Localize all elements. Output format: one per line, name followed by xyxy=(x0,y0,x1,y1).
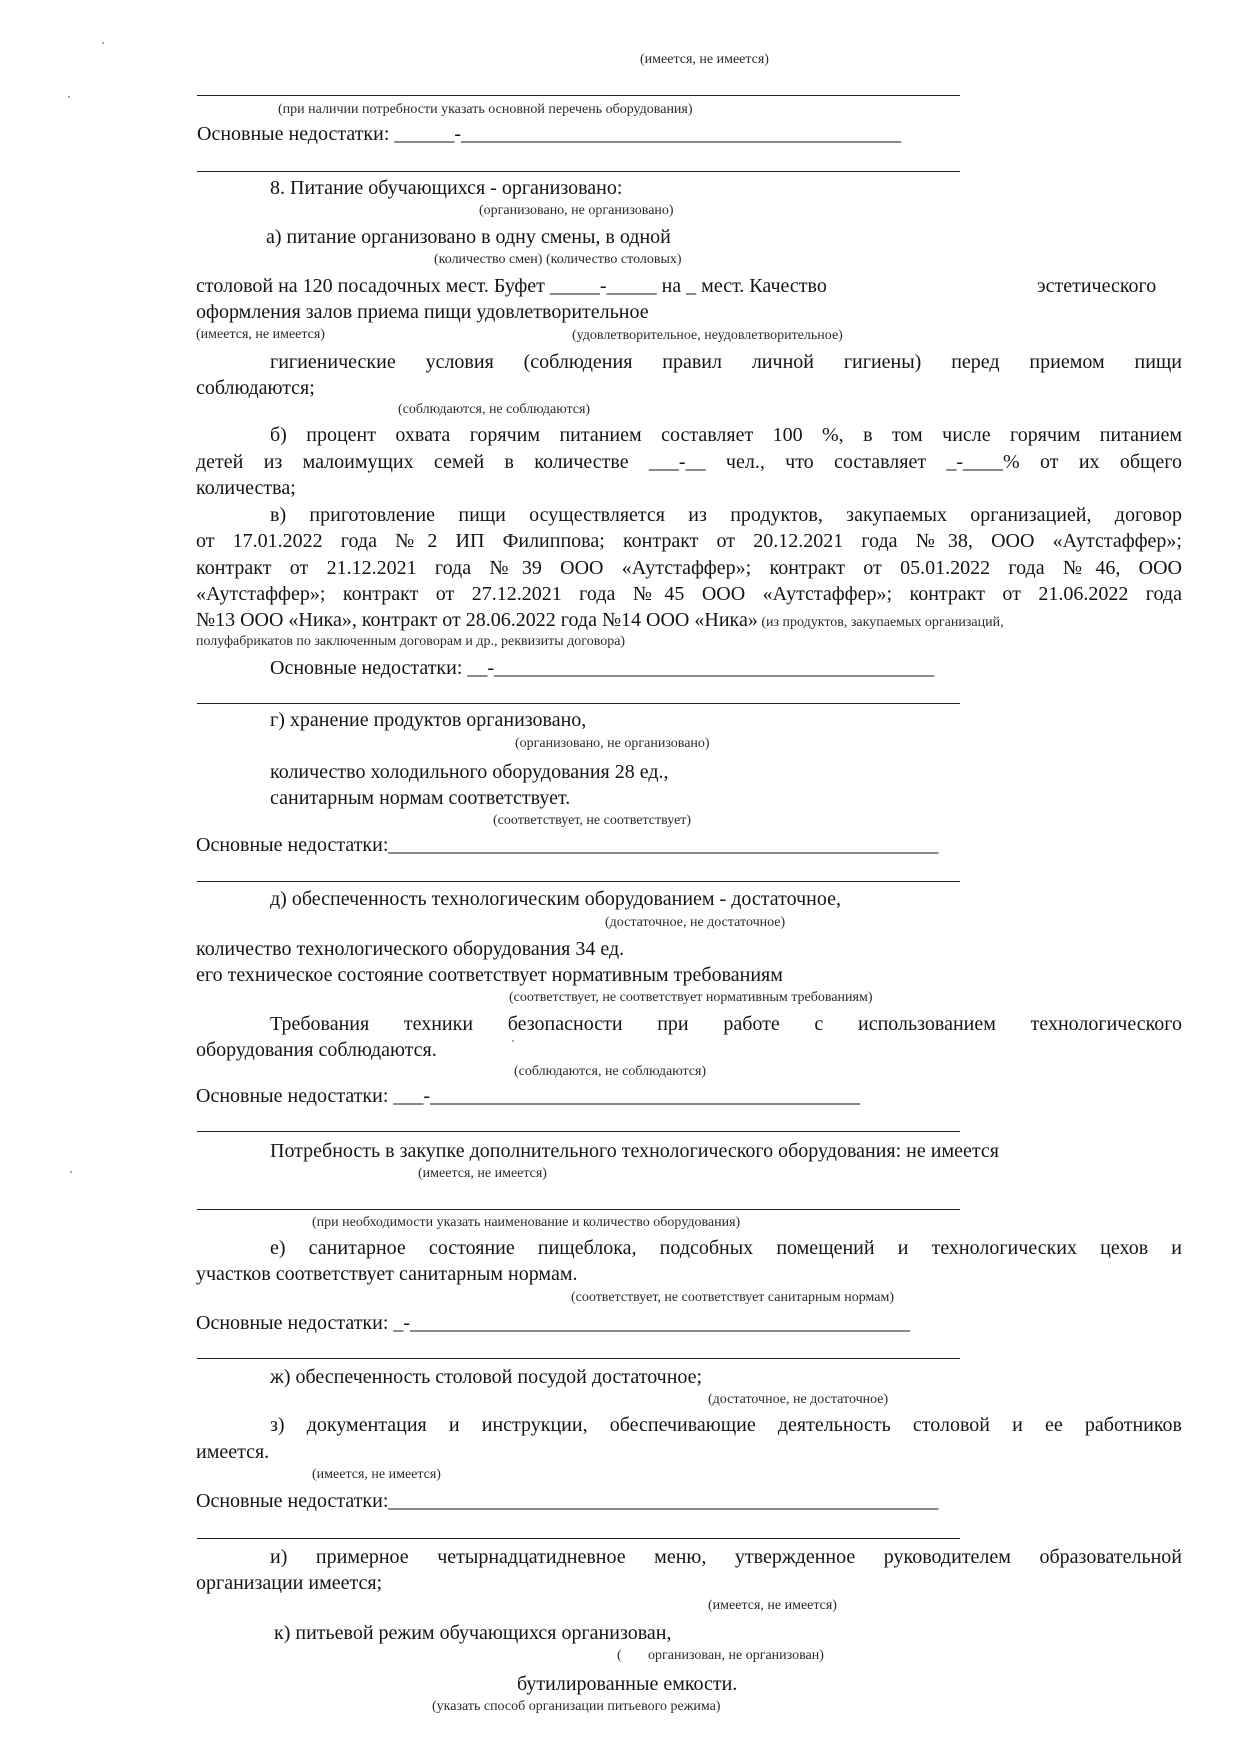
blank-line xyxy=(197,1131,960,1132)
item-v-line-6-hint: полуфабрикатов по заключенным договорам и др., реквизиты договора) xyxy=(196,634,626,649)
item-k: к) питьевой режим обучающихся организован, xyxy=(274,1622,672,1644)
item-g: г) хранение продуктов организовано, xyxy=(270,709,587,731)
item-zh: ж) обеспеченность столовой посудой достаточное; xyxy=(270,1366,703,1388)
hint-available-4: (имеется, не имеется) xyxy=(312,1467,441,1482)
deficiencies-line-1: Основные недостатки: ______-____________________________________________ xyxy=(197,123,902,145)
deficiencies-line-4: Основные недостатки: ___-___________________________________________ xyxy=(196,1085,861,1107)
hint-available-3: (имеется, не имеется) xyxy=(418,1166,547,1181)
item-v-line-2: от 17.01.2022 года №2 ИП Филиппова; контракт от 20.12.2021 года №38, ООО «Аутстаффер»; xyxy=(196,530,1182,552)
item-v-line-5 xyxy=(196,608,1004,635)
hall-design-line: оформления залов приема пищи удовлетворительное xyxy=(196,301,649,323)
deficiencies-line-3: Основные недостатки:_______________________________________________________ xyxy=(196,834,939,856)
hint-complies-norms: (соответствует, не соответствует нормативным требованиям) xyxy=(509,990,873,1005)
tech-count-line: количество технологического оборудования 34 ед. xyxy=(196,938,625,960)
hint-shifts: (количество смен) (количество столовых) xyxy=(434,252,682,267)
item-b-line-2: детей из малоимущих семей в количестве ___-__ чел., что составляет _-____% от их общего xyxy=(196,451,1182,473)
canteen-line: столовой на 120 посадочных мест. Буфет _____-_____ на _ мест. Качество xyxy=(196,275,827,297)
item-z-line-2: имеется. xyxy=(196,1441,270,1463)
item-b-line-3: количества; xyxy=(196,477,296,499)
hint-available-2: (имеется, не имеется) xyxy=(196,327,325,342)
blank-line xyxy=(197,703,960,704)
item-a: а) питание организовано в одну смены, в одной xyxy=(266,226,671,248)
item-v-line-5-main: №13 ООО «Ника», контракт от 28.06.2022 года №14 ООО «Ника» xyxy=(196,609,758,631)
hint-available-5: (имеется, не имеется) xyxy=(708,1598,837,1613)
scan-speck xyxy=(68,96,70,98)
sanitary-norms-line: санитарным нормам соответствует. xyxy=(270,787,571,809)
deficiencies-line-2: Основные недостатки: __-____________________________________________ xyxy=(270,657,935,679)
hint-equipment-list: (при наличии потребности указать основной перечень оборудования) xyxy=(278,102,693,117)
fridge-count-line: количество холодильного оборудования 28 ед., xyxy=(270,761,669,783)
item-v-line-4: «Аутстаффер»; контракт от 27.12.2021 года №45 ООО «Аутстаффер»; контракт от 21.06.2022 года xyxy=(196,583,1182,605)
hint-organized-2: (организовано, не организовано) xyxy=(515,736,710,751)
item-e-line-1: е) санитарное состояние пищеблока, подсобных помещений и технологических цехов и xyxy=(270,1237,1182,1259)
hygiene-line-1: гигиенические условия (соблюдения правил личной гигиены) перед приемом пищи xyxy=(270,351,1182,373)
blank-line xyxy=(197,1538,960,1539)
scan-speck xyxy=(70,1171,72,1173)
item-e-line-2: участков соответствует санитарным нормам. xyxy=(196,1263,578,1285)
item-v-line-1: в) приготовление пищи осуществляется из продуктов, закупаемых организацией, договор xyxy=(270,504,1182,526)
item-d: д) обеспеченность технологическим оборудованием - достаточное, xyxy=(270,888,841,910)
item-v-line-3: контракт от 21.12.2021 года №39 ООО «Аутстаффер»; контракт от 05.01.2022 года №46, ООО xyxy=(196,557,1182,579)
hint-complies-1: (соответствует, не соответствует) xyxy=(493,813,692,828)
hint-available-top: (имеется, не имеется) xyxy=(640,52,769,67)
bottled-line: бутилированные емкости. xyxy=(517,1673,738,1695)
item-v-line-5-hint: (из продуктов, закупаемых организаций, xyxy=(757,615,1004,630)
hygiene-line-2: соблюдаются; xyxy=(196,377,315,399)
hint-observed-2: (соблюдаются, не соблюдаются) xyxy=(514,1064,707,1079)
need-purchase-line: Потребность в закупке дополнительного технологического оборудования: не имеется xyxy=(270,1140,999,1162)
hint-drinking-mode: (указать способ организации питьевого режима) xyxy=(432,1699,721,1714)
scan-speck xyxy=(102,42,104,44)
item-b-line-1: б) процент охвата горячим питанием составляет 100 %, в том числе горячим питанием xyxy=(270,424,1182,446)
item-i-line-1: и) примерное четырнадцатидневное меню, утвержденное руководителем образовательной xyxy=(270,1546,1182,1568)
item-i-line-2: организации имеется; xyxy=(196,1572,383,1594)
safety-line-2: оборудования соблюдаются. xyxy=(196,1039,437,1061)
section-8-title: 8. Питание обучающихся - организовано: xyxy=(270,177,623,199)
item-z-line-1: з) документация и инструкции, обеспечивающие деятельность столовой и ее работников xyxy=(270,1414,1182,1436)
hint-sufficient-1: (достаточное, не достаточное) xyxy=(605,915,786,930)
deficiencies-line-5: Основные недостатки: _-__________________________________________________ xyxy=(196,1312,911,1334)
scan-speck xyxy=(512,1040,514,1042)
blank-line xyxy=(197,171,960,172)
blank-line xyxy=(197,95,960,96)
blank-line xyxy=(197,1209,960,1210)
hint-satisfactory: (удовлетворительное, неудовлетворительное) xyxy=(572,328,843,343)
hint-name-qty: (при необходимости указать наименование и количество оборудования) xyxy=(312,1215,741,1230)
hint-sufficient-2: (достаточное, не достаточное) xyxy=(708,1392,889,1407)
hint-organized-3: организован, не организован) xyxy=(648,1648,824,1663)
hint-observed-1: (соблюдаются, не соблюдаются) xyxy=(398,402,591,417)
blank-line xyxy=(197,881,960,882)
hint-organized-1: (организовано, не организовано) xyxy=(479,203,674,218)
hint-complies-sanitary: (соответствует, не соответствует санитарным нормам) xyxy=(571,1290,895,1305)
hint-paren: ( xyxy=(617,1648,622,1663)
tech-state-line: его техническое состояние соответствует нормативным требованиям xyxy=(196,964,783,986)
safety-line-1: Требования техники безопасности при работе с использованием технологического xyxy=(270,1013,1182,1035)
canteen-line-end: эстетического xyxy=(1037,275,1157,297)
deficiencies-line-6: Основные недостатки:_______________________________________________________ xyxy=(196,1490,939,1512)
blank-line xyxy=(197,1358,960,1359)
